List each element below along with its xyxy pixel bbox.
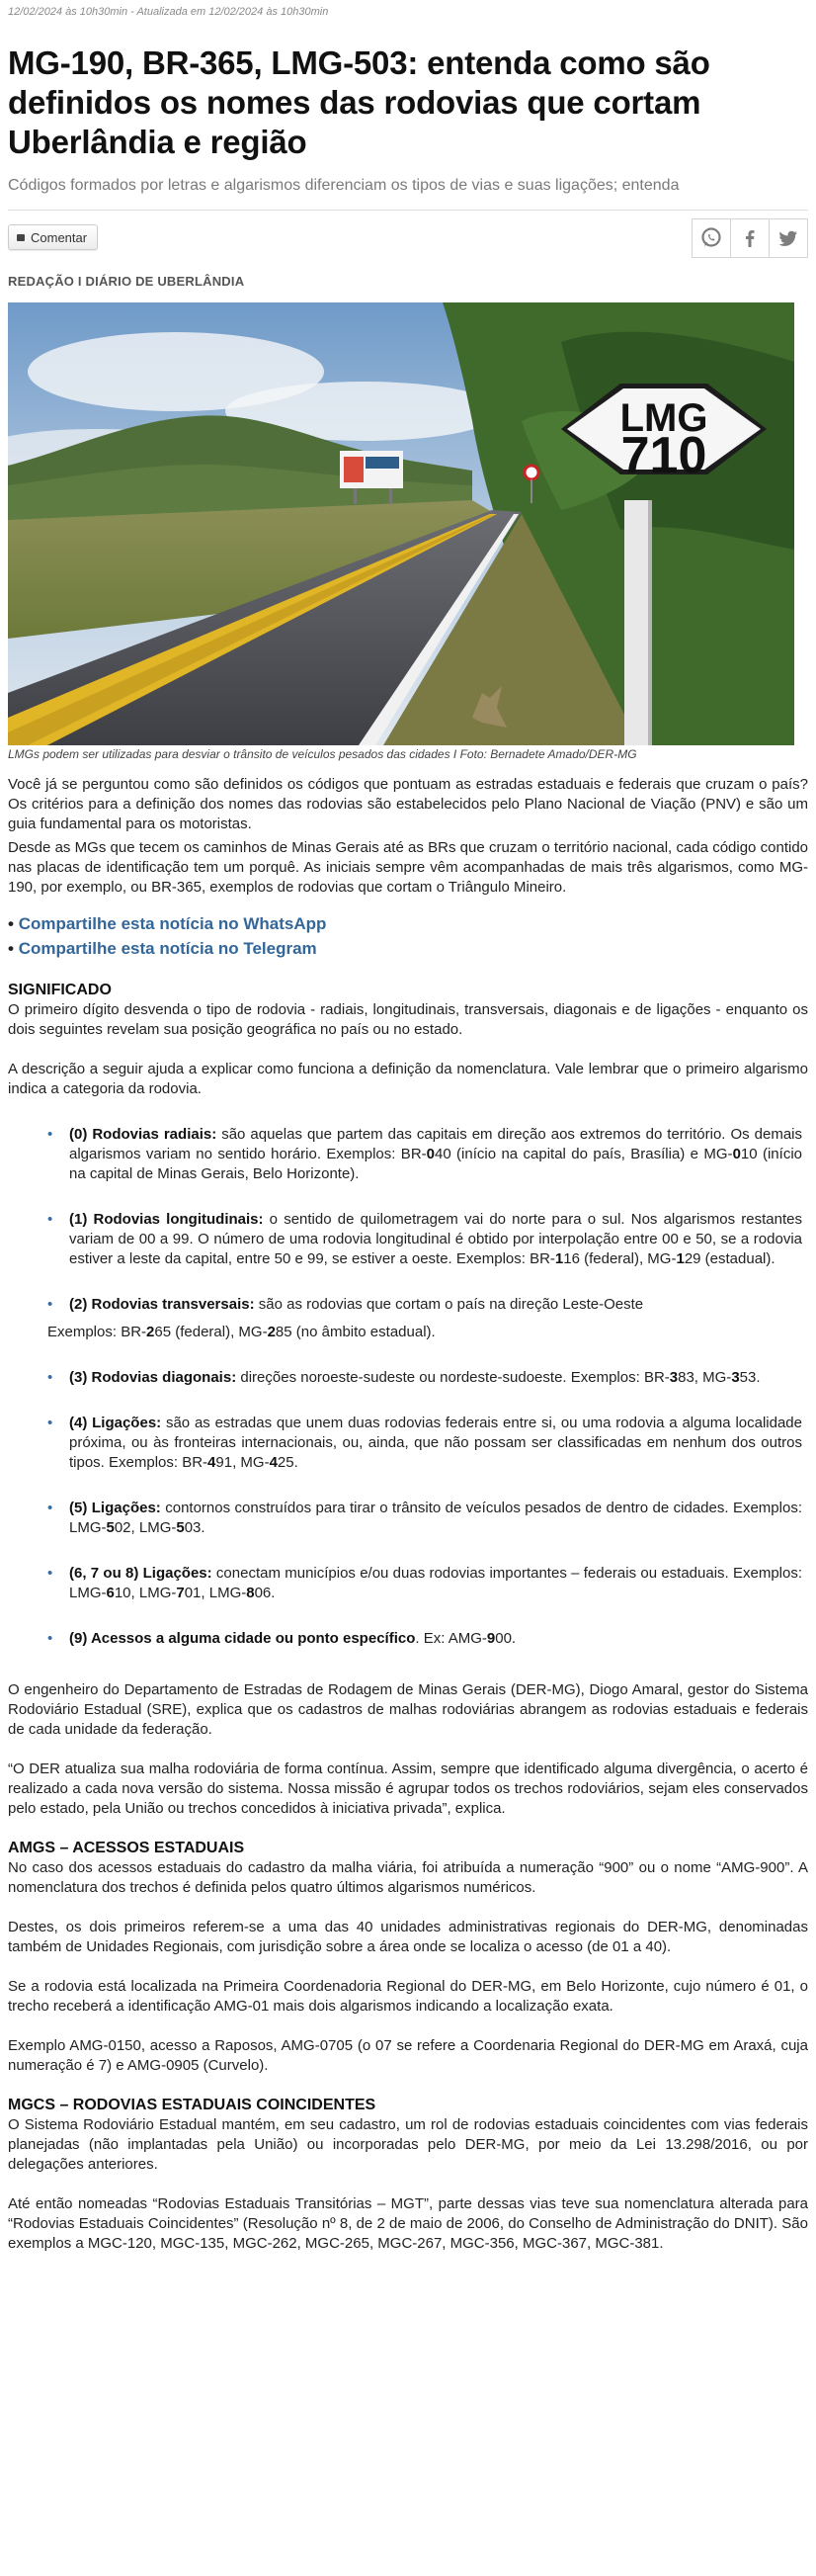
- section-heading-amgs: AMGS – ACESSOS ESTADUAIS: [8, 1840, 245, 1856]
- list-item: • (5) Ligações: contornos construídos para tirar o trânsito de veículos pesados de dentro de cidades. Exemplos: LMG-502, LMG-503.: [47, 1500, 802, 1536]
- byline: REDAÇÃO I DIÁRIO DE UBERLÂNDIA: [8, 274, 245, 289]
- comment-label: Comentar: [31, 229, 88, 245]
- list-item: • (3) Rodovias diagonais: direções noroeste-sudeste ou nordeste-sudoeste. Exemplos: BR-383, MG-353.: [47, 1369, 761, 1386]
- intro-paragraph-1: Você já se perguntou como são definidos os códigos que pontuam as estradas estaduais e federais que cruzam o país? Os critérios para a definição dos nomes das rodovias são estabelecidos pelo Plano Nacional de Viação (PNV) e são um guia fundamental para os motoristas.: [8, 776, 808, 832]
- der-paragraph-1: O engenheiro do Departamento de Estradas de Rodagem de Minas Gerais (DER-MG), Diogo Amaral, gestor do Sistema Rodoviário Estadual (SRE), explica que os cadastros de malhas rodoviárias abrangem as rodovias estaduais e federais de cada unidade da federação.: [8, 1681, 808, 1738]
- significado-paragraph-1: O primeiro dígito desvenda o tipo de rodovia - radiais, longitudinais, transversais, diagonais e de ligações - enquanto os dois seguintes revelam sua posição geográfica no país ou no estado.: [8, 1001, 808, 1038]
- article-page: [8, 0, 808, 2254]
- intro-paragraph-2: Desde as MGs que tecem os caminhos de Minas Gerais até as BRs que cruzam o território nacional, cada código contido nas placas de identificação tem um porquê. As iniciais sempre vêm acompanhadas de mais três algarismos, como MG-190, por exemplo, ou BR-365, exemplos de rodovias que cortam o Triângulo Mineiro.: [8, 839, 808, 896]
- categories-list: [8, 1125, 808, 1649]
- whatsapp-share-button[interactable]: [692, 218, 731, 258]
- date-line: 12/02/2024 às 10h30min - Atualizada em 12/02/2024 às 10h30min: [8, 6, 329, 18]
- list-item: • (2) Rodovias transversais: são as rodovias que cortam o país na direção Leste-Oeste: [47, 1296, 644, 1313]
- whatsapp-icon: [698, 225, 724, 251]
- mgcs-paragraph-2: Até então nomeadas “Rodovias Estaduais Transitórias – MGT”, parte dessas vias teve sua nomenclatura alterada para “Rodovias Estaduais Coincidentes” (Resolução nº 8, de 2 de maio de 2006, do Conselho de Administração do DNIT). São exemplos a MGC-120, MGC-135, MGC-262, MGC-265, MGC-267, MGC-356, MGC-367, MGC-381.: [8, 2195, 808, 2252]
- amgs-paragraph-3: Se a rodovia está localizada na Primeira Coordenadoria Regional do DER-MG, em Belo Horizonte, cujo número é 01, o trecho receberá a identificação AMG-01 mais dois algarismos indicando a localização exata.: [8, 1978, 808, 2015]
- der-quote: “O DER atualiza sua malha rodoviária de forma contínua. Assim, sempre que identificado alguma divergência, o acerto é realizado a cada nova versão do sistema. Nossa missão é agrupar todos os trechos rodoviários, sejam eles conservados pelo estado, pela União ou trechos concedidos à iniciativa privada”, explica.: [8, 1760, 808, 1817]
- sign-line-2: 710: [620, 427, 707, 484]
- list-item-continuation: Exemplos: BR-265 (federal), MG-285 (no âmbito estadual).: [47, 1324, 436, 1340]
- facebook-icon: [737, 225, 763, 251]
- article-body: [8, 775, 808, 2254]
- article-subtitle: Códigos formados por letras e algarismos diferenciam os tipos de vias e suas ligações; entenda: [8, 177, 680, 194]
- telegram-share-link[interactable]: Compartilhe esta notícia no Telegram: [18, 939, 317, 958]
- significado-paragraph-2: A descrição a seguir ajuda a explicar como funciona a definição da nomenclatura. Vale lembrar que o primeiro algarismo indica a categoria da rodovia.: [8, 1061, 808, 1097]
- photo-caption: LMGs podem ser utilizadas para desviar o trânsito de veículos pesados das cidades I Foto: Bernadete Amado/DER-MG: [8, 747, 637, 761]
- section-heading-mgcs: MGCS – RODOVIAS ESTADUAIS COINCIDENTES: [8, 2097, 376, 2113]
- mgcs-paragraph-1: O Sistema Rodoviário Estadual mantém, em seu cadastro, um rol de rodovias estaduais coincidentes com vias federais planejadas (não implantadas pela União) ou incorporadas pelo DER-MG, por meio da Lei 13.298/2016, ou por delegações anteriores.: [8, 2116, 808, 2173]
- facebook-share-button[interactable]: [730, 218, 770, 258]
- sign-line-1: LMG: [619, 396, 708, 440]
- list-item: • (6, 7 ou 8) Ligações: conectam municípios e/ou duas rodovias importantes – federais ou estaduais. Exemplos: LMG-610, LMG-701, LMG-806.: [47, 1565, 802, 1601]
- article-actions: [8, 211, 808, 266]
- article-photo: [8, 302, 794, 745]
- share-buttons: [693, 218, 808, 258]
- share-links: • Compartilhe esta notícia no WhatsApp • Compartilhe esta notícia no Telegram: [8, 914, 327, 958]
- article-title: MG-190, BR-365, LMG-503: entenda como são definidos os nomes das rodovias que cortam Uberlândia e região: [8, 44, 710, 160]
- amgs-paragraph-1: No caso dos acessos estaduais do cadastro da malha viária, foi atribuída a numeração “900” ou o nome “AMG-900”. A nomenclatura dos trechos é definida pelos quatro últimos algarismos numéricos.: [8, 1859, 808, 1896]
- section-heading-significado: SIGNIFICADO: [8, 982, 112, 998]
- list-item: • (9) Acessos a alguma cidade ou ponto específico. Ex: AMG-900.: [47, 1630, 517, 1647]
- list-item: • (1) Rodovias longitudinais: o sentido de quilometragem vai do norte para o sul. Nos algarismos restantes variam de 00 a 99. O número de uma rodovia longitudinal é obtido por interpolação entre 00 e 50, se a rodovia estiver a leste da capital, entre 50 e 99, se estiver a oeste. Exemplos: BR-116 (federal), MG-129 (estadual).: [47, 1211, 802, 1267]
- comment-icon: [17, 234, 25, 241]
- amgs-paragraph-4: Exemplo AMG-0150, acesso a Raposos, AMG-0705 (o 07 se refere a Coordenaria Regional do DER-MG em Araxá, cuja numeração é 7) e AMG-0905 (Curvelo).: [8, 2037, 808, 2074]
- amgs-paragraph-2: Destes, os dois primeiros referem-se a uma das 40 unidades administrativas regionais do DER-MG, denominadas também de Unidades Regionais, com jurisdição sobre a área onde se localiza o acesso (de 01 a 40).: [8, 1919, 808, 1955]
- twitter-share-button[interactable]: [769, 218, 808, 258]
- road-photo-image: [8, 302, 794, 745]
- whatsapp-share-link[interactable]: Compartilhe esta notícia no WhatsApp: [18, 914, 327, 933]
- list-item: • (4) Ligações: são as estradas que unem duas rodovias federais entre si, ou uma rodovia a alguma localidade próxima, ou às fronteiras internacionais, ou, ainda, que não possam ser classificadas em nenhum dos outros tipos. Exemplos: BR-491, MG-425.: [47, 1415, 802, 1471]
- comment-button[interactable]: [8, 224, 98, 250]
- twitter-icon: [775, 225, 801, 251]
- list-item: • (0) Rodovias radiais: são aquelas que partem das capitais em direção aos extremos do território. Os demais algarismos variam no sentido horário. Exemplos: BR-040 (início na capital do país, Brasília) e MG-010 (início na capital de Minas Gerais, Belo Horizonte).: [47, 1126, 802, 1182]
